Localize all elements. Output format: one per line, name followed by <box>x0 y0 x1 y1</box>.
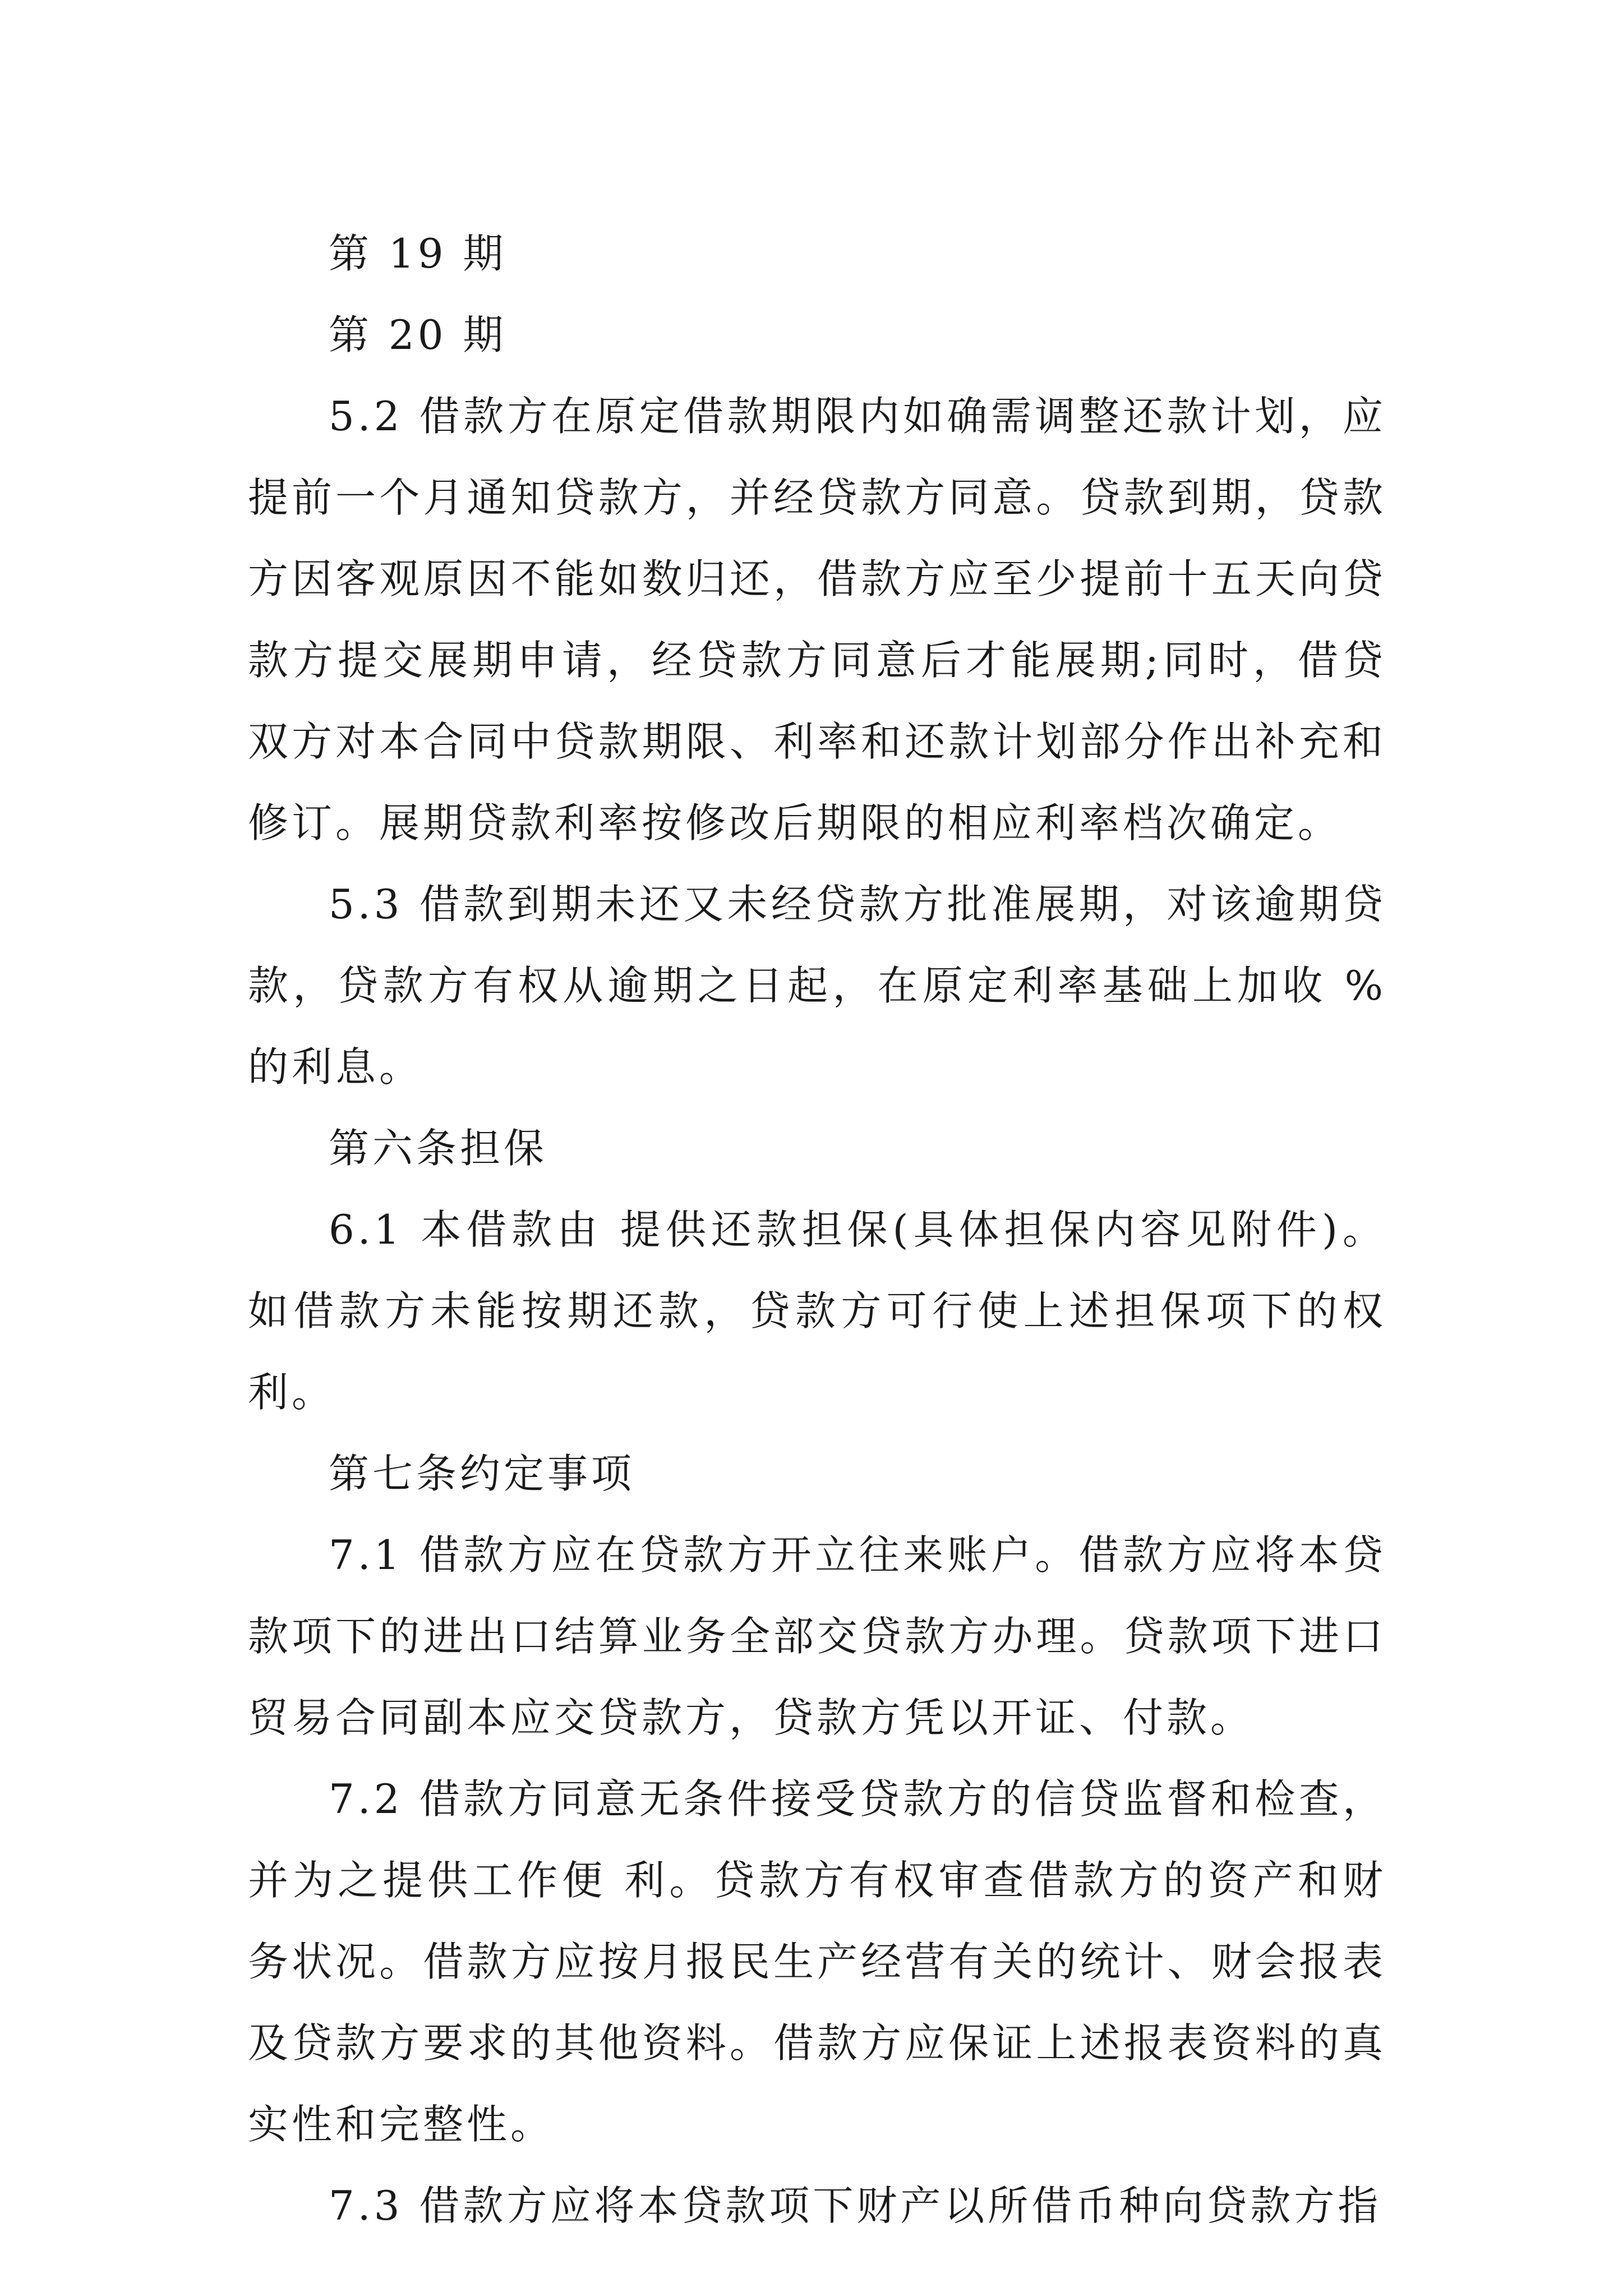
clause-7-1: 7.1 借款方应在贷款方开立往来账户。借款方应将本贷款项下的进出口结算业务全部交贷款方办理。贷款项下进口贸易合同副本应交贷款方，贷款方凭以开证、付款。 <box>248 1531 1386 1741</box>
clause-6-1: 6.1 本借款由 提供还款担保(具体担保内容见附件)。如借款方未能按期还款，贷款方可行使上述担保项下的权利。 <box>248 1206 1386 1416</box>
article-6-heading: 第六条担保 <box>329 1125 548 1172</box>
clause-7-2: 7.2 借款方同意无条件接受贷款方的信贷监督和检查，并为之提供工作便 利。贷款方有权审查借款方的资产和财务状况。借款方应按月报民生产经营有关的统计、财会报表及贷款方要求的其他资料。借款方应保证上述报表资料的真实性和完整性。 <box>248 1775 1386 2148</box>
installment-20: 第 20 期 <box>329 311 507 358</box>
article-7-heading: 第七条约定事项 <box>329 1450 635 1497</box>
clause-7-3: 7.3 借款方应将本贷款项下财产以所借币种向贷款方指 <box>329 2182 1382 2229</box>
installment-19: 第 19 期 <box>329 230 507 277</box>
document-body <box>248 213 1386 2247</box>
clause-5-2: 5.2 借款方在原定借款期限内如确需调整还款计划，应提前一个月通知贷款方，并经贷款方同意。贷款到期，贷款方因客观原因不能如数归还，借款方应至少提前十五天向贷款方提交展期申请，经贷款方同意后才能展期;同时，借贷双方对本合同中贷款期限、利率和还款计划部分作出补充和修订。展期贷款利率按修改后期限的相应利率档次确定。 <box>248 393 1386 846</box>
clause-5-3: 5.3 借款到期未还又未经贷款方批准展期，对该逾期贷款，贷款方有权从逾期之日起，在原定利率基础上加收 %的利息。 <box>248 881 1386 1091</box>
